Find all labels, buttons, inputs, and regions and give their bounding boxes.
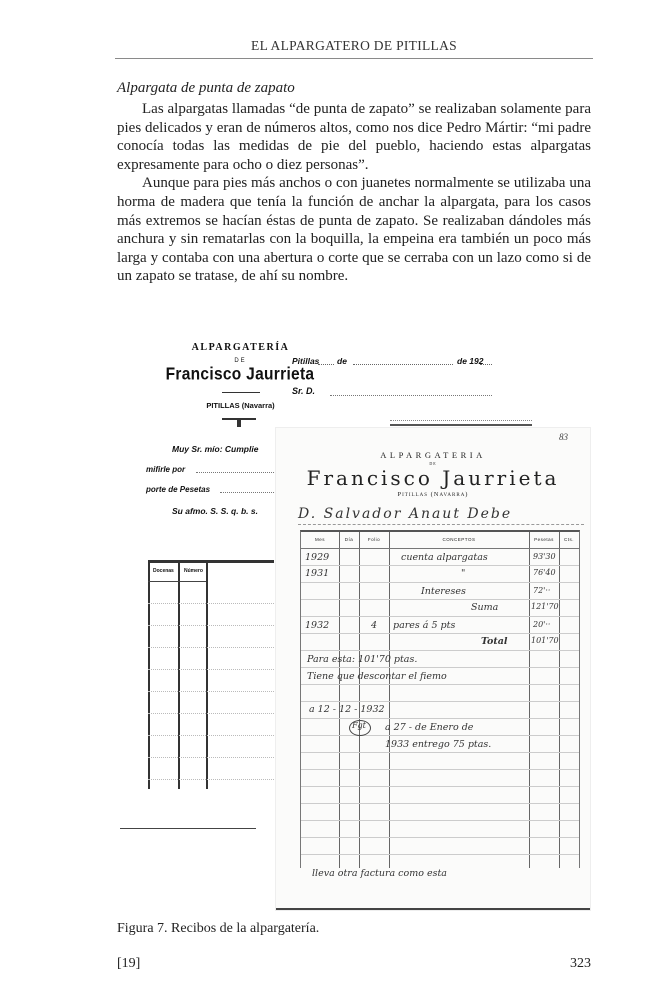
entry-amount: 101'70 bbox=[531, 636, 559, 645]
table-column-line bbox=[206, 563, 208, 789]
folio-left: [19] bbox=[117, 956, 141, 971]
receipt-number: 83 bbox=[559, 432, 568, 442]
header-rule bbox=[115, 58, 593, 59]
table-rule bbox=[148, 735, 274, 737]
receipt-year: de 192 bbox=[457, 356, 484, 366]
dotted-line bbox=[390, 420, 532, 421]
receipt-closing: Su afmo. S. S. q. b. s. bbox=[172, 506, 258, 516]
receipt-brand: ALPARGATERIA bbox=[380, 450, 486, 460]
receipt-greeting: Muy Sr. mío: Cumplie bbox=[172, 444, 259, 454]
entry-concept: pares á 5 pts bbox=[393, 620, 456, 631]
table-rule bbox=[301, 735, 579, 736]
table-rule bbox=[301, 633, 579, 634]
receipt-front-table bbox=[300, 530, 580, 868]
receipt-owner-name: Francisco Jaurrieta bbox=[306, 466, 560, 490]
table-header: Pesetas bbox=[534, 537, 554, 542]
table-rule bbox=[301, 582, 579, 583]
dotted-line bbox=[353, 364, 453, 365]
running-head: EL ALPARGATERO DE PITILLAS bbox=[251, 38, 457, 53]
table-rule bbox=[301, 684, 579, 685]
table-rule bbox=[301, 565, 579, 566]
receipt-back-table bbox=[148, 560, 274, 789]
receipt-de: DE bbox=[429, 461, 437, 466]
dashed-line bbox=[298, 524, 584, 525]
table-rule bbox=[301, 667, 579, 668]
entry-concept: " bbox=[461, 568, 466, 579]
table-header: CONCEPTOS bbox=[442, 537, 476, 542]
receipt-front bbox=[276, 428, 590, 910]
body-text bbox=[117, 100, 591, 286]
receipt-sr-d: Sr. D. bbox=[292, 386, 316, 396]
table-column-line bbox=[148, 563, 150, 789]
table-rule bbox=[301, 803, 579, 804]
receipt-customer: D. Salvador Anaut Debe bbox=[298, 506, 513, 522]
entry-concept: Intereses bbox=[421, 586, 466, 597]
table-header: Folio bbox=[367, 537, 381, 542]
dotted-line bbox=[318, 364, 334, 365]
entry-date: 1931 bbox=[305, 568, 330, 579]
dotted-line bbox=[196, 472, 276, 473]
table-rule bbox=[301, 650, 579, 651]
dotted-line bbox=[480, 364, 492, 365]
note: a 27 - de Enero de bbox=[385, 722, 474, 733]
table-rule bbox=[301, 701, 579, 702]
table-rule bbox=[301, 548, 579, 549]
table-rule bbox=[148, 603, 274, 605]
page-number: 323 bbox=[570, 956, 591, 971]
thick-rule bbox=[390, 424, 532, 426]
table-rule bbox=[148, 581, 206, 583]
table-rule bbox=[148, 713, 274, 715]
table-rule bbox=[148, 625, 274, 627]
entry-concept: cuenta alpargatas bbox=[401, 552, 488, 563]
table-rule bbox=[301, 752, 579, 753]
note: Tiene que descontar el fiemo bbox=[307, 671, 447, 682]
table-header: Mes bbox=[314, 537, 325, 542]
table-rule bbox=[301, 769, 579, 770]
receipt-town: PITILLAS (Navarra) bbox=[206, 401, 275, 410]
note: a 12 - 12 - 1932 bbox=[309, 704, 385, 715]
bottom-rule bbox=[120, 828, 256, 829]
entry-amount: 76'40 bbox=[533, 568, 556, 577]
note: 1933 entrego 75 ptas. bbox=[385, 739, 492, 750]
stamp-initials: Fgt bbox=[352, 721, 366, 730]
receipt-place: Pitillas bbox=[292, 356, 320, 366]
dotted-line bbox=[330, 395, 492, 396]
table-column-line bbox=[178, 563, 180, 789]
table-rule bbox=[301, 616, 579, 617]
section-title: Alpargata de punta de zapato bbox=[117, 80, 295, 96]
table-rule bbox=[148, 669, 274, 671]
table-rule bbox=[301, 854, 579, 855]
figure-receipts bbox=[120, 320, 590, 910]
table-rule bbox=[148, 779, 274, 781]
entry-amount: 93'30 bbox=[533, 552, 556, 561]
note: Para esta: 101'70 ptas. bbox=[307, 654, 418, 665]
note-footer: lleva otra factura como esta bbox=[312, 868, 447, 879]
ornament-stem bbox=[237, 419, 241, 427]
table-header: Número bbox=[184, 568, 203, 574]
ornament-rule bbox=[222, 392, 260, 393]
table-rule bbox=[148, 757, 274, 759]
receipt-mifirle: mifirle por bbox=[146, 465, 186, 474]
receipt-town: Pitillas (Navarra) bbox=[397, 491, 469, 498]
entry-qty: 4 bbox=[371, 620, 378, 631]
table-rule bbox=[148, 691, 274, 693]
table-rule bbox=[301, 786, 579, 787]
entry-amount: 72'·· bbox=[533, 586, 551, 595]
table-header: Cts. bbox=[563, 537, 574, 542]
figure-caption: Figura 7. Recibos de la alpargatería. bbox=[117, 921, 320, 936]
paragraph: Aunque para pies más anchos o con juanetes normalmente se utilizaba una horma de madera que tenía la función de anchar la alpargata, para los casos más extremos se hacían éstas de punta de zapato. Se realizaban dándoles más anchura y sin rematarlas con la boquilla, la empeina era también un poco más larga y contaba con una abertura o corte que se cerraba con un lazo como si de un zapato se tratase, de ahí su nombre. bbox=[117, 175, 591, 285]
entry-date: 1929 bbox=[305, 552, 330, 563]
receipt-de-label: de bbox=[337, 356, 347, 366]
entry-concept: Total bbox=[481, 636, 508, 647]
entry-concept: Suma bbox=[471, 602, 499, 613]
table-header: Docenas bbox=[153, 568, 174, 574]
paragraph: Las alpargatas llamadas “de punta de zapato” se realizaban solamente para pies delicados y eran de números altos, como nos dice Pedro Mártir: “mi padre conocía todas las medidas de pie del pueblo, haciendo estas alpargatas expresamente para ocho o diez personas”. bbox=[117, 101, 591, 173]
table-rule bbox=[148, 647, 274, 649]
entry-date: 1932 bbox=[305, 620, 330, 631]
table-rule bbox=[301, 820, 579, 821]
table-rule bbox=[301, 718, 579, 719]
receipt-de: DE bbox=[234, 358, 247, 364]
table-rule bbox=[301, 837, 579, 838]
receipt-brand: ALPARGATERÍA bbox=[191, 342, 290, 353]
entry-amount: 121'70 bbox=[531, 602, 559, 611]
bottom-rule bbox=[276, 908, 590, 910]
receipt-owner-name: Francisco Jaurrieta bbox=[165, 364, 315, 385]
receipt-porte: porte de Pesetas bbox=[146, 485, 211, 494]
table-rule bbox=[301, 599, 579, 600]
table-header: Día bbox=[344, 537, 354, 542]
entry-amount: 20'·· bbox=[533, 620, 551, 629]
dotted-line bbox=[220, 492, 276, 493]
